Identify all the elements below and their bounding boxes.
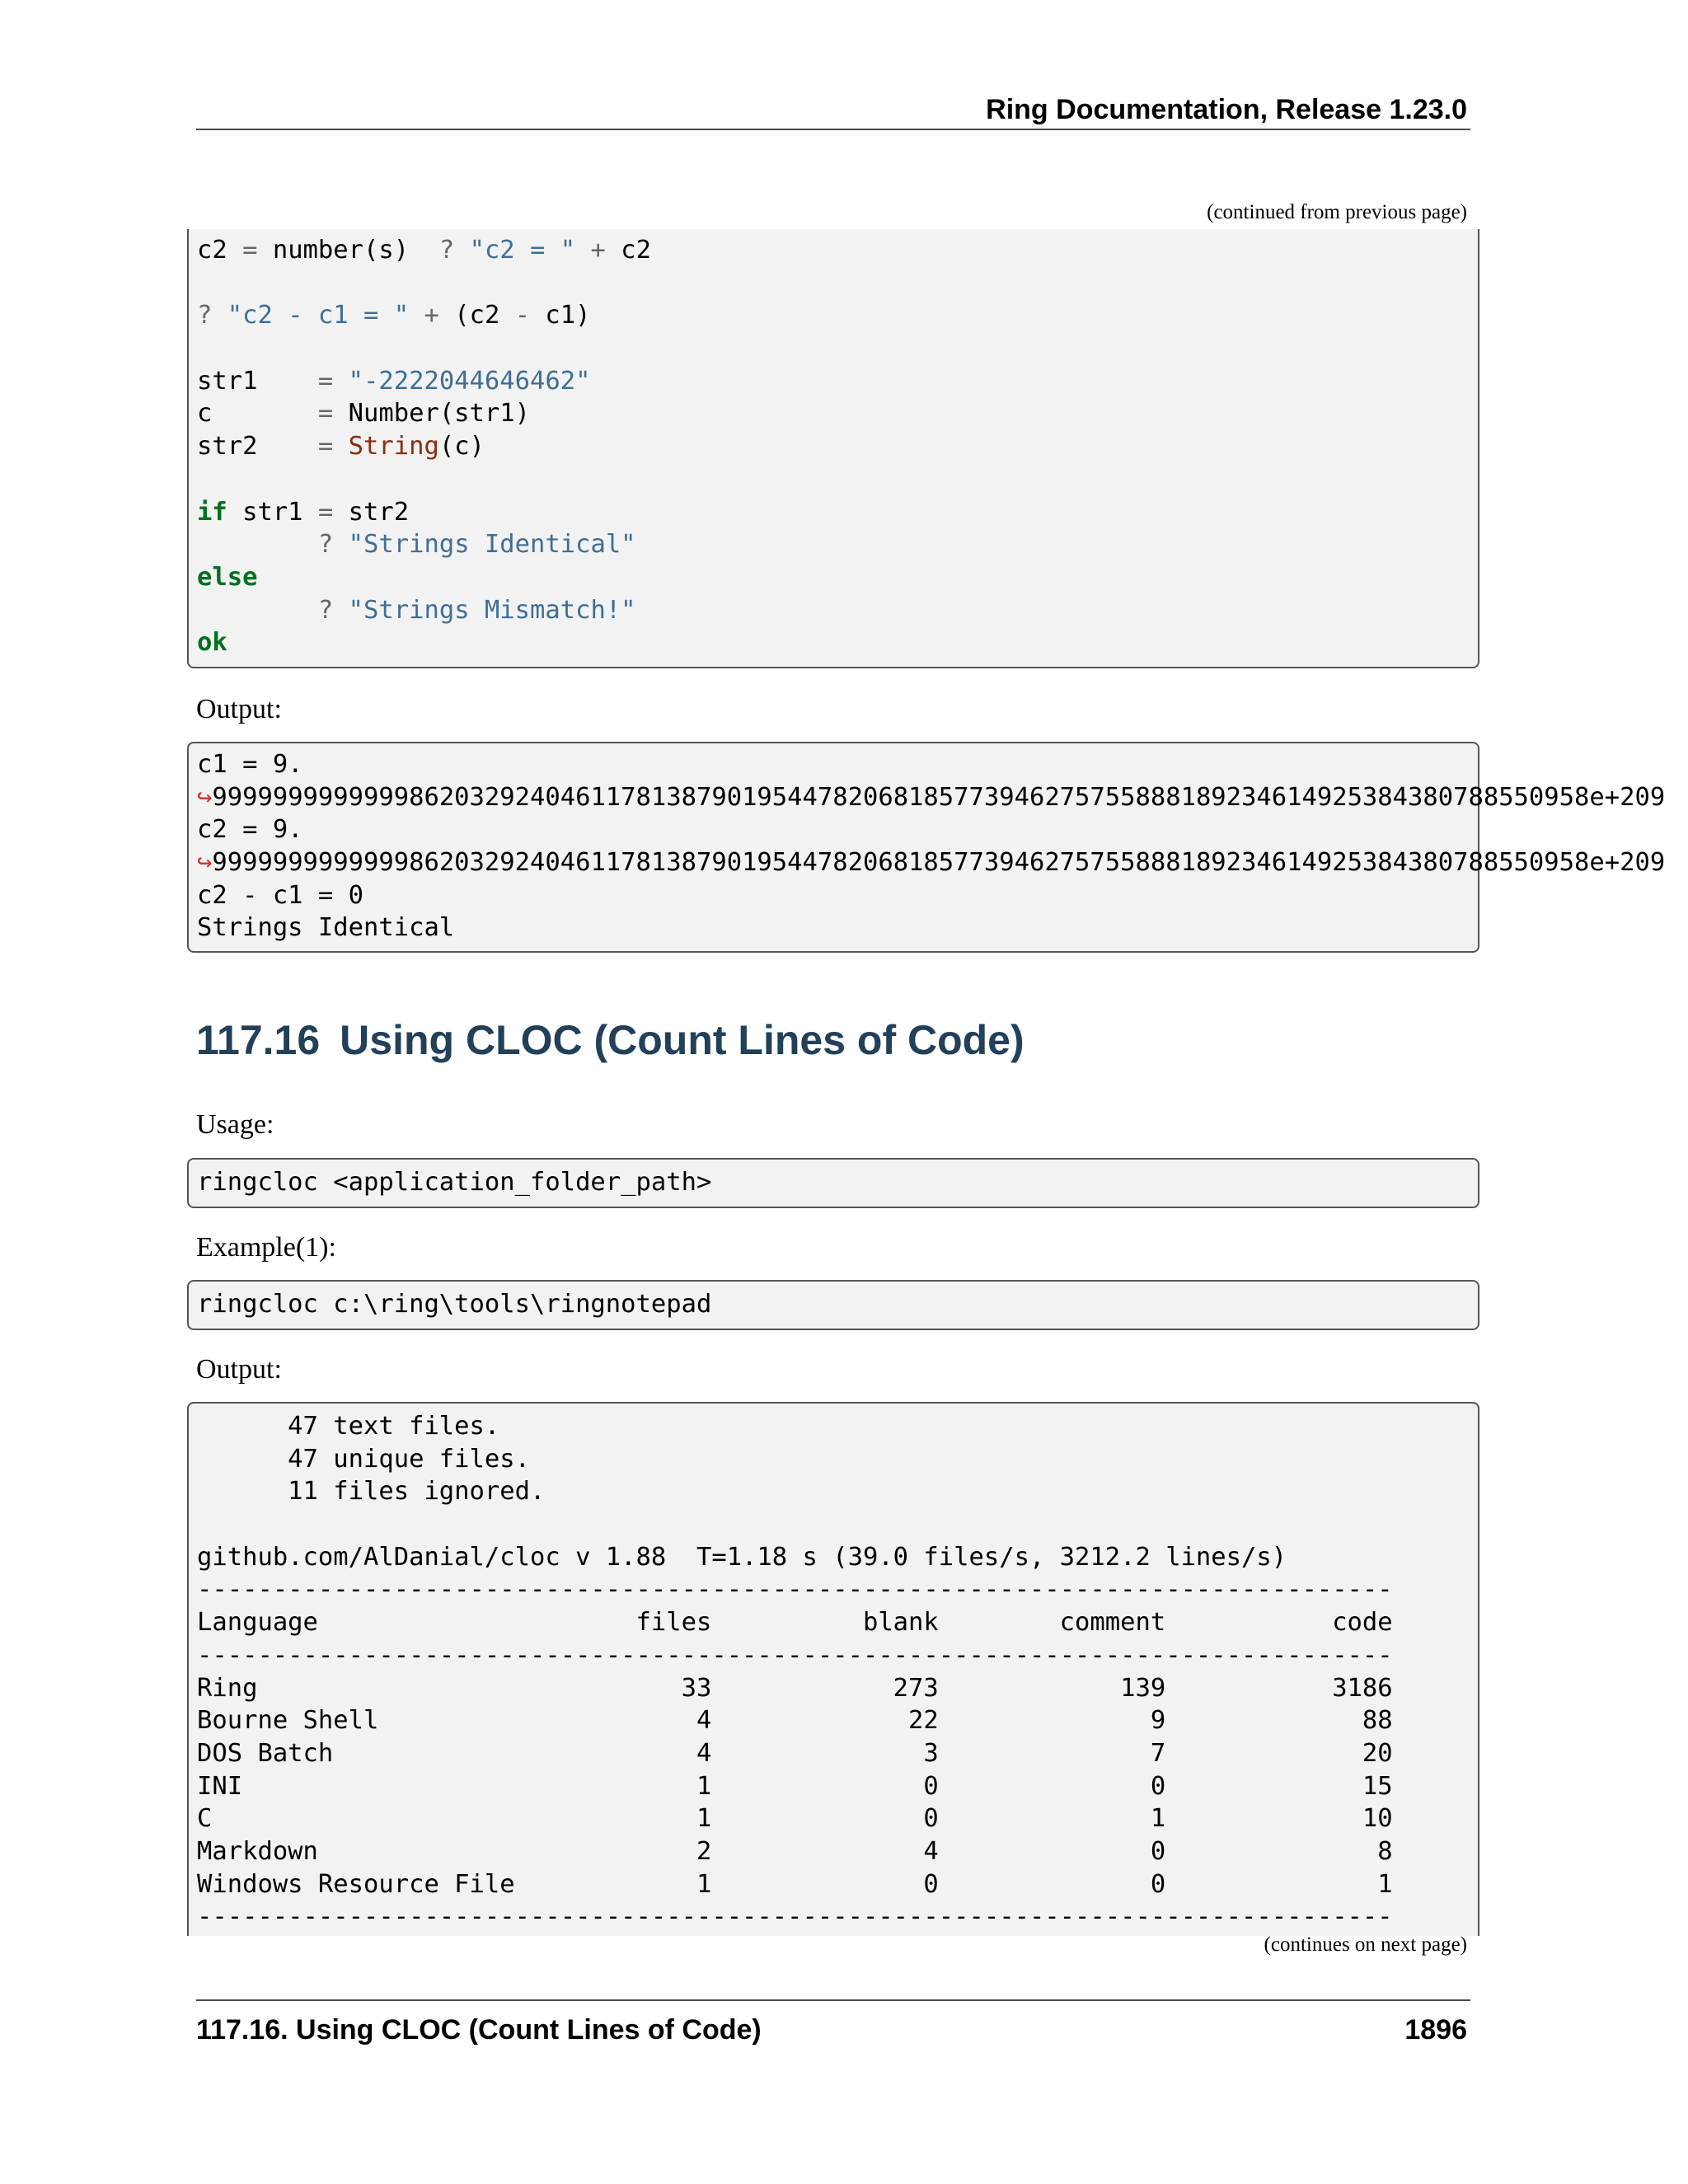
- output-block-1: [187, 742, 1666, 953]
- code-line: ? "c2 - c1 = " + (c2 - c1): [197, 301, 591, 330]
- section-title-text: Using CLOC (Count Lines of Code): [340, 1017, 1025, 1063]
- output-line: c2 - c1 = 0: [197, 880, 363, 910]
- code-line: str2 = String(c): [197, 432, 485, 462]
- code-line: else: [197, 562, 258, 592]
- code-line: ok: [197, 628, 227, 658]
- table-row: DOS Batch 4 3 7 20: [197, 1738, 1393, 1768]
- code-block-ring: [187, 229, 1479, 668]
- output-line: 47 text files.: [197, 1412, 500, 1441]
- page-footer: [196, 1999, 1470, 2046]
- code-line: str1 = "-2222044646462": [197, 366, 591, 396]
- output-line-continuation: 999999999999986203292404611781387901954478206818577394627575588818923461492538438078855095​8e+209: [212, 848, 1666, 878]
- table-row: Markdown 2 4 0 8: [197, 1836, 1393, 1866]
- output-line-continuation: 999999999999986203292404611781387901954478206818577394627575588818923461492538438078855095​8e+209: [212, 782, 1666, 812]
- wrap-arrow-icon: ↪: [197, 782, 213, 812]
- page-number: 1896: [1404, 2014, 1467, 2046]
- table-header-row: Language files blank comment code: [197, 1608, 1393, 1638]
- table-row: Ring 33 273 139 3186: [197, 1673, 1393, 1703]
- table-row: Bourne Shell 4 22 9 88: [197, 1706, 1393, 1736]
- code-line: [197, 463, 1478, 496]
- continued-from-note: (continued from previous page): [1207, 201, 1467, 223]
- continues-on-note: (continues on next page): [1264, 1933, 1467, 1956]
- usage-code-block: [187, 1158, 1479, 1208]
- output-line: github.com/AlDanial/cloc v 1.88 T=1.18 s (39.0 files/s, 3212.2 lines/s): [197, 1542, 1287, 1572]
- code-line: if str1 = str2: [197, 497, 410, 527]
- output-line: c1 = 9.: [197, 750, 303, 779]
- table-row: INI 1 0 0 15: [197, 1771, 1393, 1801]
- code-line: ? "Strings Mismatch!": [317, 595, 636, 625]
- usage-label: Usage:: [196, 1109, 274, 1140]
- wrap-arrow-icon: ↪: [197, 848, 213, 878]
- doc-title: Ring Documentation, Release 1.23.0: [986, 94, 1467, 125]
- output-label: Output:: [196, 694, 282, 724]
- output-line: 11 files ignored.: [197, 1477, 546, 1507]
- separator-line: -------------------------------------------------------------------------------: [197, 1575, 1393, 1605]
- example-label: Example(1):: [196, 1232, 336, 1263]
- code-line: ringcloc c:\ring\tools\ringnotepad: [197, 1290, 712, 1319]
- code-line: c = Number(str1): [197, 399, 530, 429]
- section-number: 117.16: [196, 1017, 321, 1063]
- table-row: C 1 0 1 10: [197, 1804, 1393, 1834]
- output-line-wrapped: [197, 781, 1666, 814]
- output-line: 47 unique files.: [197, 1444, 530, 1474]
- separator-line: -------------------------------------------------------------------------------: [197, 1640, 1393, 1670]
- separator-line: -------------------------------------------------------------------------------: [197, 1902, 1393, 1932]
- section-heading: [196, 1016, 1025, 1064]
- output-line: Strings Identical: [197, 913, 455, 943]
- page-header: [196, 89, 1470, 130]
- example-code-block: [187, 1280, 1479, 1330]
- code-line: c2 = number(s) ? "c2 = " + c2: [197, 236, 651, 265]
- code-line: ? "Strings Identical": [317, 530, 636, 560]
- cloc-output-block: [187, 1402, 1479, 1936]
- output-line: c2 = 9.: [197, 815, 303, 845]
- output-label: Output:: [196, 1354, 282, 1385]
- output-line-wrapped: [197, 846, 1666, 879]
- code-line: [197, 267, 1478, 300]
- output-line: [197, 1508, 1478, 1541]
- code-line: [197, 332, 1478, 365]
- table-row: Windows Resource File 1 0 0 1: [197, 1869, 1393, 1899]
- footer-section-title: 117.16. Using CLOC (Count Lines of Code): [196, 2014, 762, 2046]
- code-line: ringcloc <application_folder_path>: [197, 1168, 712, 1197]
